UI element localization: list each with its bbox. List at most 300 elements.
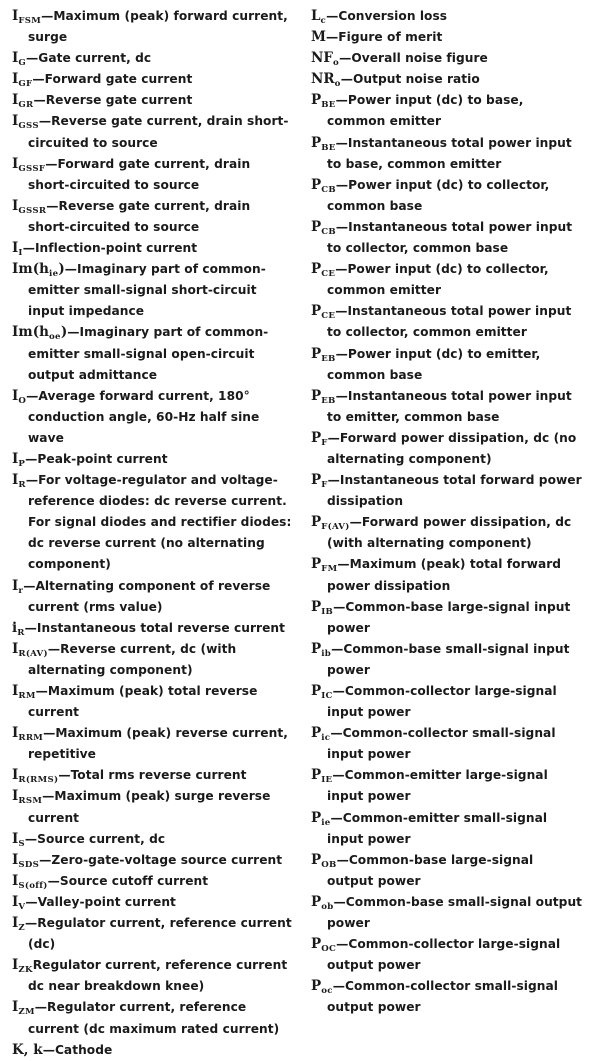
symbol-base: P: [311, 303, 322, 320]
em-dash-separator: —: [35, 684, 48, 698]
entry-symbol: [12, 999, 35, 1018]
em-dash-separator: —: [47, 873, 60, 888]
symbol-base: I: [12, 725, 19, 742]
left-column: [12, 6, 294, 1061]
symbol-subscript: V: [18, 901, 26, 912]
entry-symbol: [12, 388, 26, 404]
symbol-base: P: [311, 345, 322, 362]
symbol-base: I: [12, 197, 19, 214]
em-dash-separator: —: [332, 768, 345, 783]
entry-symbol: [12, 1042, 43, 1058]
em-dash-separator: —: [46, 198, 59, 213]
em-dash-separator: —: [339, 51, 352, 66]
entry-symbol: [311, 725, 331, 744]
em-dash-separator: —: [43, 726, 56, 741]
entry-definition: Common-collector small-signal input power: [327, 726, 556, 762]
entry-symbol: [311, 219, 336, 235]
symbol-subscript: CB: [321, 226, 336, 237]
entry-symbol: [311, 978, 333, 997]
em-dash-separator: —: [340, 72, 353, 87]
entry-definition: Regulator current, reference current dc near breakdown knee): [28, 958, 288, 994]
glossary-entry: [311, 765, 583, 807]
symbol-subscript: CB: [321, 184, 336, 195]
entry-definition: Instantaneous total power input to collector, common base: [327, 219, 573, 256]
entry-symbol: [311, 514, 350, 533]
em-dash-separator: —: [326, 30, 339, 45]
glossary-entry: [12, 765, 294, 786]
entry-symbol: [311, 683, 333, 699]
glossary-entry: [311, 259, 583, 301]
entry-definition: Inflection-point current: [34, 241, 198, 256]
symbol-base: I: [12, 640, 19, 657]
right-column: [311, 6, 583, 1019]
em-dash-separator: —: [336, 937, 349, 952]
glossary-entry: [311, 512, 583, 554]
glossary-entry: [12, 154, 294, 196]
entry-definition: Instantaneous total power input to collector, common emitter: [327, 304, 572, 340]
symbol-subscript: IC: [321, 691, 333, 701]
symbol-subscript: R: [17, 627, 25, 638]
glossary-entry: [311, 90, 583, 132]
symbol-subscript: o: [333, 58, 340, 69]
symbol-subscript: FM: [321, 564, 338, 575]
entry-definition: Instantaneous total forward power dissipation: [327, 473, 582, 509]
entry-symbol: [12, 198, 46, 214]
em-dash-separator: —: [333, 894, 346, 909]
symbol-base: P: [311, 893, 322, 910]
entry-symbol: [311, 92, 336, 111]
em-dash-separator: —: [335, 304, 348, 319]
symbol-base: P: [311, 809, 322, 826]
glossary-entry: [311, 892, 583, 934]
symbol-subscript: F(AV): [321, 522, 350, 533]
symbol-subscript: o: [334, 79, 341, 90]
glossary-entry: [12, 618, 294, 639]
entry-symbol: [311, 303, 336, 322]
glossary-entry: [12, 829, 294, 850]
symbol-subscript: GSSF: [18, 163, 46, 174]
entry-definition: Common-collector small-signal output power: [327, 979, 559, 1015]
symbol-base: P: [311, 387, 322, 404]
entry-symbol: [311, 767, 333, 786]
em-dash-separator: —: [25, 894, 38, 909]
symbol-subscript: ZM: [18, 1007, 35, 1018]
em-dash-separator: —: [335, 346, 348, 361]
symbol-subscript: ib: [321, 648, 332, 659]
entry-symbol: [12, 915, 25, 934]
entry-definition: Regulator current, reference current (dc maximum rated current): [28, 1000, 280, 1036]
symbol-base: Im(h: [12, 324, 50, 341]
symbol-base: I: [12, 788, 19, 805]
glossary-entry: [12, 576, 294, 618]
entry-definition: Source cutoff current: [59, 873, 209, 888]
symbol-base: P: [311, 472, 322, 489]
em-dash-separator: —: [58, 768, 71, 783]
em-dash-separator: —: [34, 1000, 48, 1015]
glossary-entry: [12, 48, 294, 69]
symbol-base: P: [311, 683, 322, 699]
symbol-base: I: [12, 387, 19, 404]
symbol-base: NF: [311, 50, 334, 67]
symbol-subscript: EB: [321, 395, 336, 406]
symbol-base: M: [311, 29, 326, 46]
entry-definition: Forward gate current: [44, 72, 193, 87]
entry-symbol: [12, 156, 45, 172]
entry-definition: Peak-point current: [37, 451, 168, 466]
symbol-base: P: [311, 640, 322, 657]
symbol-base: I: [12, 767, 19, 784]
em-dash-separator: —: [41, 9, 54, 23]
symbol-subscript: ie: [49, 269, 59, 280]
em-dash-separator: —: [333, 599, 346, 614]
entry-symbol: [311, 135, 336, 151]
symbol-subscript: ob: [321, 901, 334, 912]
symbol-subscript: IB: [321, 606, 334, 617]
glossary-entry: [311, 48, 583, 69]
symbol-base: P: [311, 218, 322, 235]
glossary-entry: [12, 470, 294, 575]
symbol-subscript: Z: [18, 923, 25, 934]
em-dash-separator: —: [335, 177, 349, 192]
glossary-entry: [12, 386, 294, 449]
glossary-entry: [12, 892, 294, 913]
entry-definition: Power input (dc) to emitter, common base: [327, 346, 541, 382]
glossary-entry: [311, 597, 583, 639]
glossary-entry: [311, 934, 583, 976]
entry-symbol: [311, 894, 334, 910]
glossary-entry: [12, 259, 294, 322]
entry-symbol: [311, 29, 326, 45]
entry-symbol: [12, 641, 48, 657]
entry-definition: Instantaneous total power input to base, common emitter: [327, 135, 572, 171]
symbol-base: I: [12, 155, 19, 172]
entry-symbol: [12, 831, 25, 847]
symbol-base: P: [311, 598, 322, 615]
glossary-entry: [12, 850, 294, 871]
entry-definition: Common-emitter small-signal input power: [327, 810, 548, 846]
em-dash-separator: —: [33, 93, 46, 108]
em-dash-separator: —: [67, 325, 80, 340]
symbol-subscript: I: [18, 248, 23, 259]
em-dash-separator: —: [24, 831, 38, 846]
em-dash-separator: —: [327, 473, 340, 488]
em-dash-separator: —: [32, 72, 45, 87]
em-dash-separator: —: [26, 51, 39, 66]
symbol-base: P: [311, 92, 322, 109]
symbol-base: I: [12, 830, 19, 847]
symbol-base: i: [12, 619, 18, 636]
entry-definition: Maximum (peak) total reverse current: [28, 684, 258, 720]
symbol-base: I: [12, 577, 19, 594]
entry-symbol: [12, 578, 23, 594]
symbol-base: K, k: [12, 1041, 43, 1058]
glossary-entry: [311, 681, 583, 723]
entry-definition: Maximum (peak) total forward power dissipation: [327, 557, 562, 593]
symbol-subscript: oc: [321, 986, 333, 997]
entry-definition: Imaginary part of common-emitter small-signal short-circuit input impedance: [28, 262, 266, 319]
entry-definition: Output noise ratio: [352, 72, 480, 87]
entry-symbol: [12, 873, 48, 889]
symbol-subscript: BE: [321, 142, 336, 153]
glossary-entry: [311, 554, 583, 596]
symbol-subscript: F: [321, 437, 328, 448]
glossary-entry: [12, 955, 294, 997]
em-dash-separator: —: [25, 451, 38, 466]
entry-definition: Reverse current, dc (with alternating component): [28, 641, 237, 677]
glossary-entry: [311, 69, 583, 90]
entry-symbol: [311, 852, 337, 868]
em-dash-separator: —: [336, 852, 349, 867]
glossary-entry: [12, 322, 294, 385]
glossary-entry: [311, 808, 583, 850]
em-dash-separator: —: [26, 388, 39, 403]
symbol-base: I: [12, 957, 19, 974]
glossary-entry: [311, 344, 583, 386]
symbol-subscript: G: [18, 58, 27, 69]
entry-definition: Regulator current, reference current (dc): [28, 916, 292, 952]
symbol-subscript: ic: [321, 733, 331, 744]
entry-symbol: [12, 50, 27, 69]
entry-symbol: [12, 324, 68, 343]
entry-symbol: [311, 472, 328, 491]
entry-definition: Maximum (peak) surge reverse current: [28, 789, 271, 825]
symbol-subscript: c: [320, 16, 327, 26]
em-dash-separator: —: [24, 916, 38, 931]
entry-definition: Power input (dc) to base, common emitter: [327, 93, 524, 129]
glossary-entry: [12, 786, 294, 828]
entry-definition: Power input (dc) to collector, common emitter: [327, 262, 549, 298]
entry-definition: Zero-gate-voltage source current: [51, 852, 283, 867]
symbol-subscript: CE: [321, 269, 336, 280]
glossary-entry: [12, 111, 294, 153]
entry-definition: Overall noise figure: [351, 51, 488, 66]
em-dash-separator: —: [335, 388, 348, 403]
symbol-base: I: [12, 50, 19, 67]
symbol-subscript: ie: [321, 817, 331, 828]
symbol-base: P: [311, 261, 322, 278]
entry-symbol: [311, 556, 338, 575]
symbol-base: I: [12, 851, 19, 868]
entry-symbol: [12, 71, 33, 90]
em-dash-separator: —: [42, 789, 55, 804]
symbol-suffix: ): [60, 324, 68, 341]
symbol-subscript: OC: [321, 944, 337, 955]
em-dash-separator: —: [47, 641, 61, 656]
entry-definition: Instantaneous total power input to emitter, common base: [327, 388, 572, 424]
symbol-base: P: [311, 176, 322, 193]
entry-definition: Power input (dc) to collector, common base: [327, 177, 550, 213]
glossary-entry: [311, 386, 583, 428]
entry-definition: Common-base large-signal input power: [327, 599, 571, 635]
glossary-entry: [12, 196, 294, 238]
entry-definition: Reverse gate current: [45, 93, 193, 108]
entry-symbol: [12, 957, 33, 976]
symbol-subscript: CE: [321, 311, 336, 322]
symbol-subscript: BE: [321, 100, 336, 111]
symbol-base: I: [12, 893, 19, 910]
entry-definition: Cathode: [54, 1042, 113, 1057]
symbol-base: Im(h: [12, 261, 50, 278]
entry-definition: Forward power dissipation, dc (no alternating component): [327, 430, 577, 466]
glossary-entry: [311, 723, 583, 765]
symbol-subscript: RSM: [18, 796, 43, 807]
entry-definition: Reverse gate current, drain short-circuited to source: [28, 114, 289, 150]
symbol-base: I: [12, 8, 19, 24]
symbol-base: I: [12, 113, 19, 130]
entry-definition: Figure of merit: [338, 30, 443, 45]
glossary-entry: [311, 133, 583, 175]
symbol-base: P: [311, 936, 322, 953]
entry-symbol: [12, 767, 59, 786]
symbol-base: P: [311, 767, 322, 784]
entry-symbol: [12, 451, 25, 467]
em-dash-separator: —: [22, 241, 35, 256]
entry-symbol: [311, 8, 326, 24]
symbol-base: I: [12, 999, 19, 1016]
entry-definition: Common-emitter large-signal input power: [327, 768, 548, 804]
entry-definition: Imaginary part of common-emitter small-signal open-circuit output admittance: [28, 325, 269, 382]
em-dash-separator: —: [25, 473, 39, 488]
entry-symbol: [12, 852, 39, 868]
entry-symbol: [12, 683, 36, 699]
symbol-base: L: [311, 8, 321, 24]
glossary-entry: [311, 175, 583, 217]
em-dash-separator: —: [64, 262, 78, 277]
entry-definition: Total rms reverse current: [70, 768, 247, 783]
glossary-entry: [12, 69, 294, 90]
symbol-subscript: GF: [18, 79, 33, 90]
entry-definition: Instantaneous total reverse current: [36, 620, 285, 635]
symbol-base: I: [12, 472, 19, 489]
entry-definition: Common-collector large-signal input power: [327, 684, 557, 720]
glossary-entry: [12, 723, 294, 765]
symbol-subscript: S(off): [18, 880, 48, 891]
em-dash-separator: —: [335, 135, 348, 150]
symbol-base: P: [311, 429, 322, 446]
glossary-entry: [12, 639, 294, 681]
entry-symbol: [12, 240, 23, 259]
entry-symbol: [311, 177, 336, 193]
entry-definition: Common-base large-signal output power: [327, 852, 534, 888]
symbol-subscript: r: [18, 585, 24, 596]
symbol-subscript: S: [18, 838, 25, 849]
symbol-base: I: [12, 915, 19, 932]
symbol-subscript: R(AV): [18, 648, 48, 659]
entry-definition: Conversion loss: [338, 9, 448, 23]
glossary-entry: [12, 997, 294, 1039]
entry-definition: Valley-point current: [37, 894, 176, 909]
entry-definition: Maximum (peak) reverse current, repetitive: [28, 726, 288, 762]
entry-symbol: [12, 788, 43, 807]
entry-definition: Gate current, dc: [38, 51, 152, 66]
glossary-entry: [311, 850, 583, 892]
symbol-subscript: O: [18, 395, 27, 406]
em-dash-separator: —: [330, 810, 343, 825]
glossary-entry: [12, 449, 294, 470]
entry-symbol: [311, 261, 336, 280]
entry-symbol: [12, 113, 39, 132]
entry-symbol: [311, 599, 333, 615]
symbol-subscript: RM: [18, 691, 36, 701]
entry-symbol: [12, 261, 65, 280]
em-dash-separator: —: [337, 557, 350, 572]
entry-definition: Common-collector large-signal output power: [327, 937, 561, 973]
em-dash-separator: —: [45, 156, 58, 171]
symbol-base: I: [12, 240, 19, 257]
em-dash-separator: —: [332, 684, 345, 698]
entry-definition: Average forward current, 180° conduction angle, 60-Hz half sine wave: [28, 388, 260, 445]
symbol-base: P: [311, 134, 322, 151]
glossary-entry: [311, 217, 583, 259]
symbol-base: I: [12, 683, 19, 699]
em-dash-separator: —: [326, 9, 339, 23]
glossary-entry: [311, 428, 583, 470]
entry-definition: Common-base small-signal input power: [327, 641, 570, 677]
symbol-base: I: [12, 92, 19, 109]
symbol-subscript: GR: [18, 100, 34, 111]
glossary-entry: [12, 90, 294, 111]
entry-definition: Maximum (peak) forward current, surge: [28, 9, 288, 45]
glossary-entry: [12, 1040, 294, 1061]
glossary-entry: [311, 6, 583, 27]
glossary-entry: [12, 6, 294, 48]
symbol-base: P: [311, 556, 322, 573]
glossary-entry: [12, 681, 294, 723]
em-dash-separator: —: [349, 515, 362, 530]
symbol-subscript: EB: [321, 353, 336, 364]
em-dash-separator: —: [335, 93, 348, 108]
glossary-entry: [311, 301, 583, 343]
glossary-entry: [12, 871, 294, 892]
entry-definition: Source current, dc: [37, 831, 166, 846]
entry-symbol: [311, 50, 340, 69]
entry-symbol: [311, 346, 336, 362]
glossary-entry: [12, 913, 294, 955]
symbol-subscript: RRM: [18, 733, 44, 744]
glossary-entry: [311, 639, 583, 681]
em-dash-separator: —: [23, 578, 36, 593]
em-dash-separator: —: [327, 430, 340, 445]
entry-definition: Reverse gate current, drain short-circuited to source: [28, 198, 251, 234]
entry-symbol: [311, 430, 328, 446]
symbol-subscript: GSS: [18, 121, 39, 132]
entry-symbol: [12, 620, 25, 636]
em-dash-separator: —: [24, 620, 37, 635]
symbol-base: I: [12, 872, 19, 889]
symbol-subscript: GSSR: [18, 205, 47, 216]
symbol-subscript: R(RMS): [18, 775, 59, 786]
symbol-subscript: IE: [321, 775, 333, 786]
entry-symbol: [12, 725, 44, 744]
em-dash-separator: —: [38, 114, 52, 129]
symbol-subscript: FSM: [18, 16, 42, 26]
entry-symbol: [311, 71, 341, 90]
em-dash-separator: —: [332, 979, 346, 994]
symbol-subscript: SDS: [18, 859, 40, 870]
glossary-entry: [12, 238, 294, 259]
symbol-subscript: OB: [321, 859, 337, 870]
entry-symbol: [12, 472, 26, 491]
symbol-subscript: oe: [49, 332, 61, 343]
glossary-entry: [311, 27, 583, 48]
em-dash-separator: —: [42, 1042, 55, 1057]
entry-definition: For voltage-regulator and voltage-reference diodes: dc reverse current. For signal diodes and rectifier diodes: dc reverse current (no alternating component): [28, 473, 292, 572]
entry-definition: Forward power dissipation, dc (with alternating component): [327, 515, 572, 551]
entry-symbol: [311, 810, 331, 826]
symbol-subscript: P: [18, 458, 26, 469]
symbol-base: NR: [311, 71, 335, 88]
entry-symbol: [311, 936, 337, 955]
